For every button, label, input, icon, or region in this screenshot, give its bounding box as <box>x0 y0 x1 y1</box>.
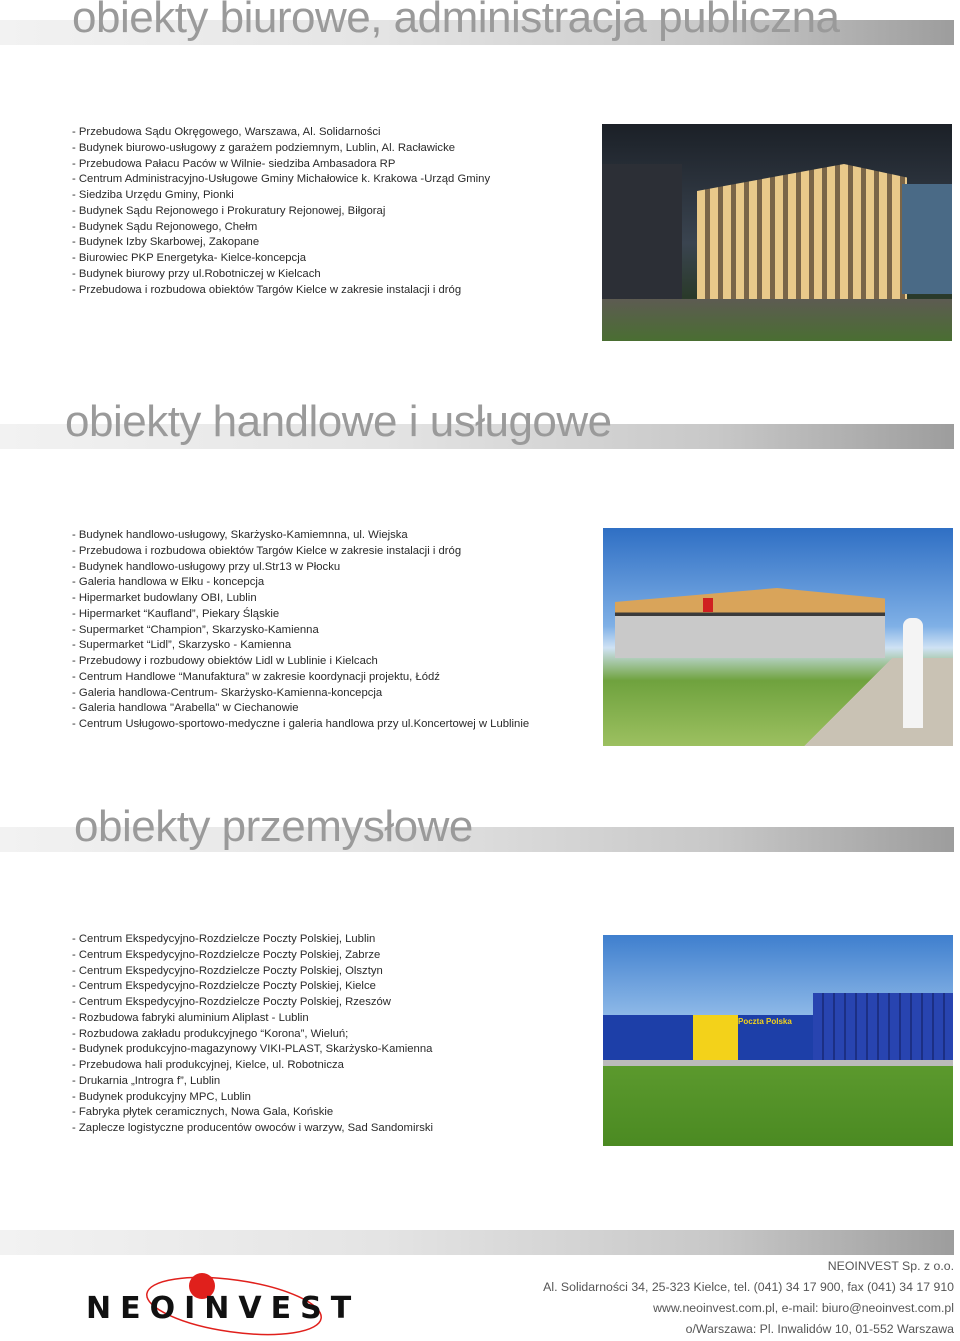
list-item: - Hipermarket budowlany OBI, Lublin <box>72 592 257 604</box>
list-item: - Biurowiec PKP Energetyka- Kielce-koncepcja <box>72 252 306 264</box>
industrial-building-photo <box>603 935 953 1146</box>
post-sign: Poczta Polska <box>738 1017 792 1026</box>
list-item: - Budynek Sądu Rejonowego, Chełm <box>72 220 258 233</box>
list-item: - Budynek Sądu Rejonowego i Prokuratury Rejonowej, Biłgoraj <box>72 204 386 217</box>
retail-projects-list <box>72 528 529 733</box>
list-item: - Drukarnia „Introgra f”, Lublin <box>72 1074 221 1087</box>
list-item: - Budynek produkcyjno-magazynowy VIKI-PLAST, Skarżysko-Kamienna <box>72 1043 433 1056</box>
list-item: - Przebudowa Pałacu Paców w Wilnie- siedziba Ambasadora RP <box>72 157 396 170</box>
list-item: - Budynek produkcyjny MPC, Lublin <box>72 1090 251 1103</box>
section-title-industrial: obiekty przemysłowe <box>74 802 473 851</box>
list-item: - Supermarket “Lidl”, Skarzysko - Kamienna <box>72 639 292 652</box>
office-building-photo <box>602 124 952 341</box>
company-address: Al. Solidarności 34, 25-323 Kielce, tel. (041) 34 17 900, fax (041) 34 17 910 <box>543 1280 954 1294</box>
list-item: - Centrum Ekspedycyjno-Rozdzielcze Poczty Polskiej, Zabrze <box>72 948 381 961</box>
footer-band <box>0 1230 954 1255</box>
list-item: - Budynek handlowo-usługowy przy ul.Str13 w Płocku <box>72 560 341 573</box>
list-item: - Przebudowa hali produkcyjnej, Kielce, ul. Robotnicza <box>72 1059 344 1071</box>
list-item: - Centrum Ekspedycyjno-Rozdzielcze Poczty Polskiej, Kielce <box>72 980 376 993</box>
footer-contact <box>543 1256 954 1340</box>
list-item: - Centrum Ekspedycyjno-Rozdzielcze Poczty Polskiej, Rzeszów <box>72 996 391 1008</box>
list-item: - Galeria handlowa-Centrum- Skarżysko-Kamienna-koncepcja <box>72 686 383 699</box>
retail-building-photo <box>603 528 953 746</box>
list-item: - Centrum Administracyjno-Usługowe Gminy Michałowice k. Krakowa -Urząd Gminy <box>72 173 491 186</box>
office-projects-list <box>72 125 490 298</box>
list-item: - Centrum Ekspedycyjno-Rozdzielcze Poczty Polskiej, Lublin <box>72 933 376 945</box>
section-title-retail: obiekty handlowe i usługowe <box>65 397 612 446</box>
list-item: - Fabryka płytek ceramicznych, Nowa Gala, Końskie <box>72 1106 334 1119</box>
list-item: - Przebudowa i rozbudowa obiektów Targów Kielce w zakresie instalacji i dróg <box>72 283 462 296</box>
svg-text:NEOINVEST: NEOINVEST <box>86 1291 361 1326</box>
industrial-projects-list <box>72 932 433 1137</box>
section-title-office: obiekty biurowe, administracja publiczna <box>72 0 840 42</box>
list-item: - Zaplecze logistyczne producentów owoców i warzyw, Sad Sandomirski <box>72 1122 434 1134</box>
list-item: - Budynek Izby Skarbowej, Zakopane <box>72 236 260 249</box>
company-web-email[interactable]: www.neoinvest.com.pl, e-mail: biuro@neoinvest.com.pl <box>653 1301 954 1315</box>
list-item: - Rozbudowa zakładu produkcyjnego “Korona”, Wieluń; <box>72 1027 349 1040</box>
list-item: - Galeria handlowa "Arabella" w Ciechanowie <box>72 702 299 715</box>
list-item: - Przebudowa i rozbudowa obiektów Targów Kielce w zakresie instalacji i dróg <box>72 544 462 557</box>
list-item: - Budynek biurowy przy ul.Robotniczej w Kielcach <box>72 267 321 280</box>
list-item: - Supermarket “Champion”, Skarzysko-Kamienna <box>72 623 319 636</box>
list-item: - Budynek handlowo-usługowy, Skarżysko-Kamiemnna, ul. Wiejska <box>72 529 408 541</box>
list-item: - Galeria handlowa w Ełku - koncepcja <box>72 576 265 589</box>
list-item: - Centrum Handlowe “Manufaktura” w zakresie koordynacji projektu, Łódź <box>72 670 440 683</box>
list-item: - Przebudowy i rozbudowy obiektów Lidl w Lublinie i Kielcach <box>72 655 378 667</box>
neoinvest-logo <box>84 1268 374 1340</box>
company-name: NEOINVEST Sp. z o.o. <box>827 1259 954 1273</box>
list-item: - Rozbudowa fabryki aluminium Aliplast - Lublin <box>72 1011 309 1024</box>
branch-address: o/Warszawa: Pl. Inwalidów 10, 01-552 Warszawa <box>685 1322 954 1336</box>
list-item: - Przebudowa Sądu Okręgowego, Warszawa, Al. Solidarności <box>72 126 381 138</box>
list-item: - Siedziba Urzędu Gminy, Pionki <box>72 189 234 201</box>
list-item: - Centrum Usługowo-sportowo-medyczne i galeria handlowa przy ul.Koncertowej w Lublinie <box>72 718 530 730</box>
list-item: - Hipermarket “Kaufland”, Piekary Śląskie <box>72 607 280 620</box>
list-item: - Centrum Ekspedycyjno-Rozdzielcze Poczty Polskiej, Olsztyn <box>72 964 383 977</box>
list-item: - Budynek biurowo-usługowy z garażem podziemnym, Lublin, Al. Racławicke <box>72 141 456 154</box>
